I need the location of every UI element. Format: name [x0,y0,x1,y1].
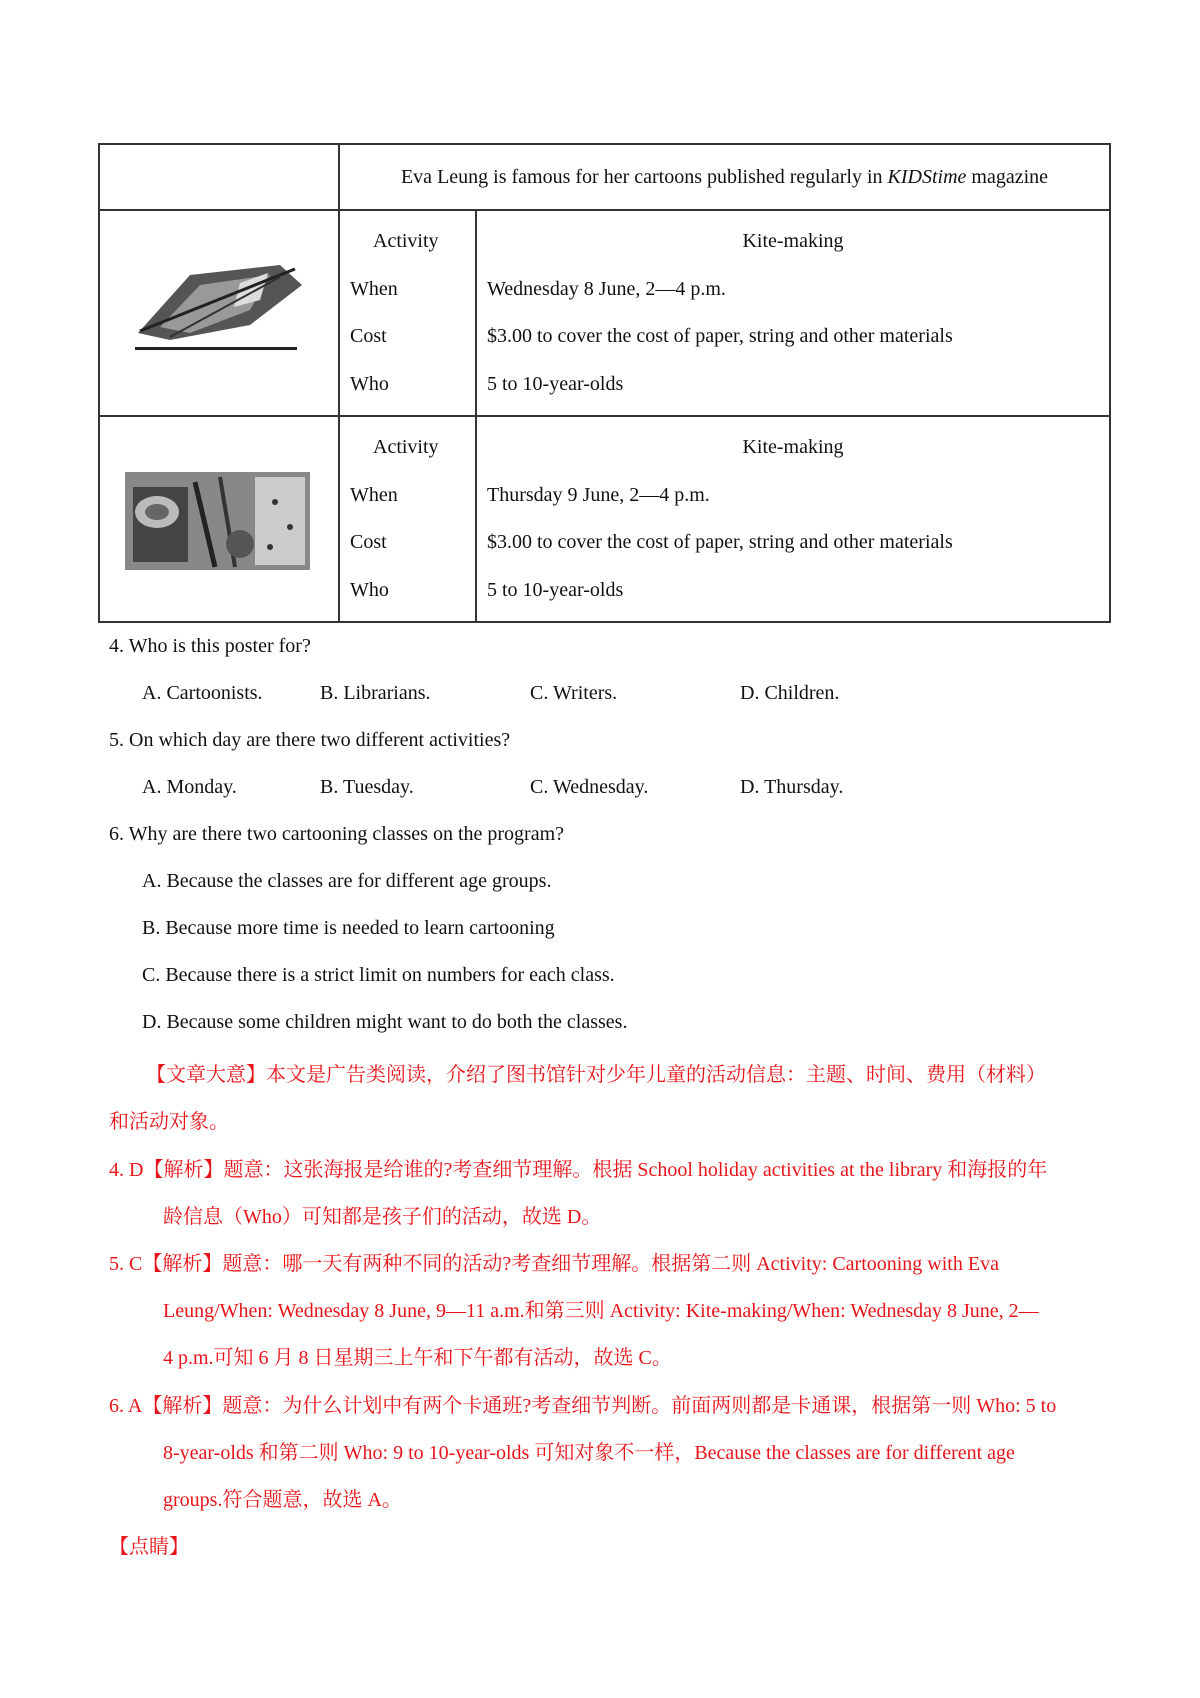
answer-5-line-3: 4 p.m.可知 6 月 8 日星期三上午和下午都有活动，故选 C。 [163,1347,672,1369]
activity-who: 5 to 10-year-olds [487,578,624,601]
summary-line-2: 和活动对象。 [109,1111,229,1133]
label-cost: Cost [350,325,387,347]
poster-header-cell [339,144,1110,210]
option-b: B. Librarians. [320,682,431,704]
answer-5-line-2: Leung/When: Wednesday 8 June, 9—11 a.m.和第三则 Activity: Kite-making/When: Wednesday 8 June, 2— [163,1300,1039,1322]
kite-photo-icon [130,255,305,355]
poster-activity-row [99,210,1110,416]
option-c: C. Because there is a strict limit on numbers for each class. [142,964,615,986]
magazine-name: KIDStime [887,166,967,188]
option-b: B. Tuesday. [320,776,414,798]
activity-name: Kite-making [742,230,844,252]
poster-activity-row [99,416,1110,622]
activity-value-cell [476,416,1110,622]
answer-4-line-2: 龄信息（Who）可知都是孩子们的活动，故选 D。 [163,1206,602,1228]
option-a: A. Cartoonists. [142,682,263,704]
question-5: 5. On which day are there two different activities? [109,729,511,751]
label-activity: Activity [373,436,439,458]
label-cost: Cost [350,531,387,553]
materials-photo-icon [125,472,310,570]
option-a: A. Because the classes are for different age groups. [142,870,552,892]
activity-label-cell [339,210,476,416]
answer-6-line-3: groups.符合题意，故选 A。 [163,1489,402,1511]
activity-name: Kite-making [742,436,844,458]
answer-6-line-2: 8-year-olds 和第二则 Who: 9 to 10-year-olds 可知对象不一样，Because the classes are for different age [163,1442,1015,1464]
answer-5-line-1: 5. C【解析】题意：哪一天有两种不同的活动?考查细节理解。根据第二则 Activity: Cartooning with Eva [109,1253,999,1275]
option-d: D. Children. [740,682,840,704]
poster-header-blank-cell [99,144,339,210]
label-who: Who [350,578,389,601]
tip-heading: 【点睛】 [109,1536,189,1558]
option-b: B. Because more time is needed to learn cartooning [142,917,555,939]
answer-4-line-1: 4. D【解析】题意：这张海报是给谁的?考查细节理解。根据 School holiday activities at the library 和海报的年 [109,1159,1048,1181]
summary-line-1: 【文章大意】本文是广告类阅读，介绍了图书馆针对少年儿童的活动信息：主题、时间、费用（材料） [146,1064,1046,1086]
activity-poster-table [98,143,1111,623]
label-activity: Activity [373,230,439,252]
answer-6-line-1: 6. A【解析】题意：为什么计划中有两个卡通班?考查细节判断。前面两则都是卡通课，根据第一则 Who: 5 to [109,1395,1057,1417]
label-when: When [350,483,398,506]
activity-cost: $3.00 to cover the cost of paper, string and other materials [487,325,953,347]
activity-who: 5 to 10-year-olds [487,372,624,395]
label-who: Who [350,372,389,395]
poster-header-text: Eva Leung is famous for her cartoons published regularly in [400,166,888,188]
option-d: D. Because some children might want to do both the classes. [142,1011,628,1033]
question-4: 4. Who is this poster for? [109,635,311,657]
activity-cost: $3.00 to cover the cost of paper, string and other materials [487,531,953,553]
activity-label-cell [339,416,476,622]
option-c: C. Wednesday. [530,776,649,798]
activity-when: Wednesday 8 June, 2—4 p.m. [487,277,726,300]
option-c: C. Writers. [530,682,618,704]
activity-when: Thursday 9 June, 2—4 p.m. [487,483,710,506]
question-6: 6. Why are there two cartooning classes on the program? [109,823,565,845]
poster-header-row [99,144,1110,210]
poster-header-text-end: magazine [966,166,1049,188]
activity-value-cell [476,210,1110,416]
option-d: D. Thursday. [740,776,844,798]
activity-image-cell [99,210,339,416]
label-when: When [350,277,398,300]
option-a: A. Monday. [142,776,237,798]
activity-image-cell [99,416,339,622]
